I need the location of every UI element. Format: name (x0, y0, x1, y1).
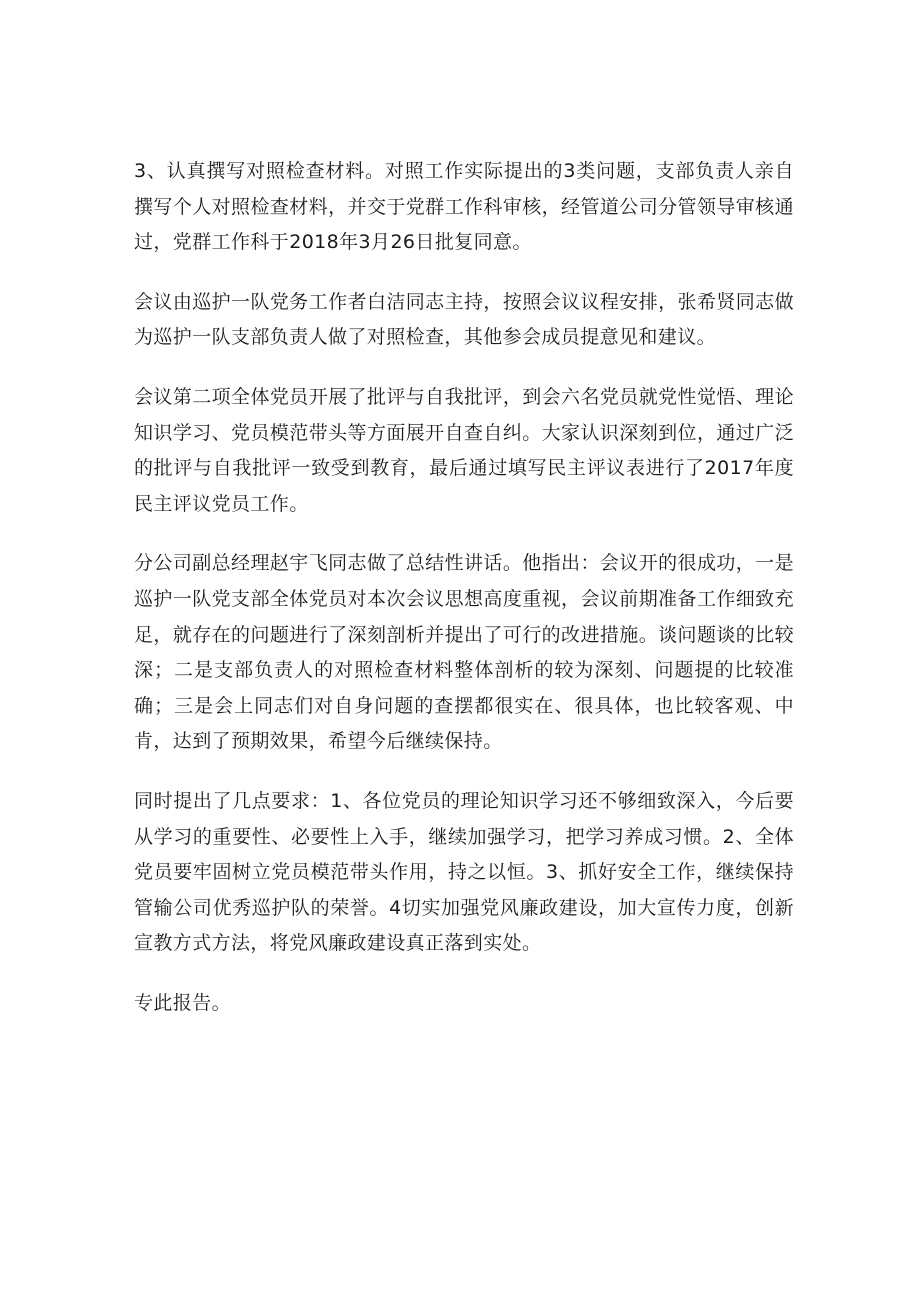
paragraph-criticism-self-criticism: 会议第二项全体党员开展了批评与自我批评，到会六名党员就党性觉悟、理论知识学习、党员模范带头等方面展开自查自纠。大家认识深刻到位，通过广泛的批评与自我批评一致受到教育，最后通过填写民主评议表进行了2017年度民主评议党员工作。 (134, 385, 794, 515)
paragraph-requirements: 同时提出了几点要求：1、各位党员的理论知识学习还不够细致深入，今后要从学习的重要性、必要性上入手，继续加强学习，把学习养成习惯。2、全体党员要牢固树立党员模范带头作用，持之以恒。3、抓好安全工作，继续保持管输公司优秀巡护队的荣誉。4切实加强党风廉政建设，加大宣传力度，创新宣教方式方法，将党风廉政建设真正落到实处。 (134, 789, 794, 955)
paragraph-review-materials: 3、认真撰写对照检查材料。对照工作实际提出的3类问题，支部负责人亲自撰写个人对照检查材料，并交于党群工作科审核，经管道公司分管领导审核通过，党群工作科于2018年3月26日批复同意。 (134, 160, 794, 254)
paragraph-meeting-host: 会议由巡护一队党务工作者白洁同志主持，按照会议议程安排，张希贤同志做为巡护一队支部负责人做了对照检查，其他参会成员提意见和建议。 (134, 290, 794, 349)
paragraph-closing: 专此报告。 (134, 991, 232, 1014)
document-body (134, 154, 794, 1021)
paragraph-summary-speech: 分公司副总经理赵宇飞同志做了总结性讲话。他指出：会议开的很成功，一是巡护一队党支部全体党员对本次会议思想高度重视，会议前期准备工作细致充足，就存在的问题进行了深刻剖析并提出了可行的改进措施。谈问题谈的比较深；二是支部负责人的对照检查材料整体剖析的较为深刻、问题提的比较准确；三是会上同志们对自身问题的查摆都很实在、很具体，也比较客观、中肯，达到了预期效果，希望今后继续保持。 (134, 552, 794, 753)
